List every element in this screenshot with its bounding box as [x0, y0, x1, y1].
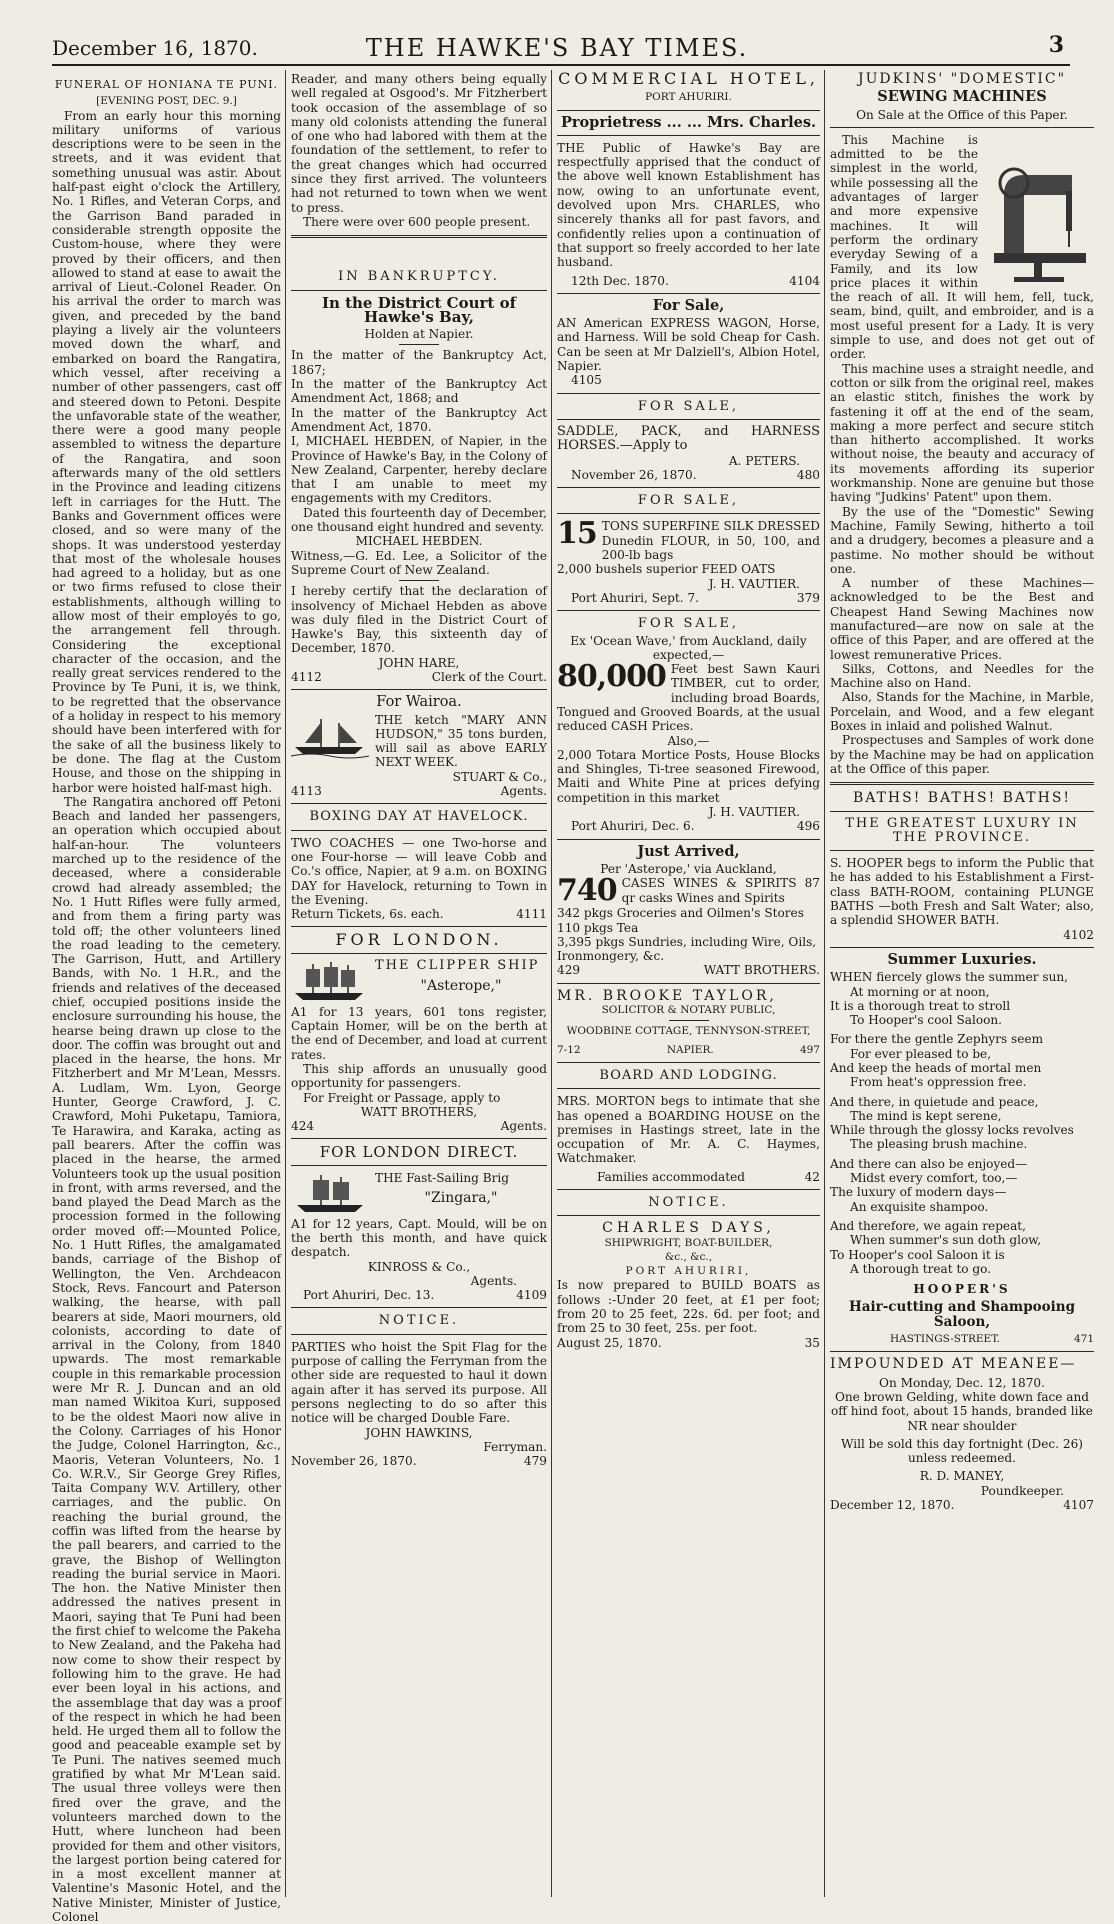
divider	[557, 513, 820, 514]
impounded-heading: IMPOUNDED AT MEANEE—	[830, 1356, 1077, 1373]
poundkeeper-title: Poundkeeper.	[980, 1483, 1064, 1498]
baths-text: S. HOOPER begs to inform the Public that he has added to his Establishment a First-class BATH-ROOM, containing PLUNGE BATHS —both Fresh and Salt Water; also, a splendid SHOWER BATH.	[830, 856, 1094, 928]
divider	[557, 839, 820, 840]
divider	[291, 290, 547, 291]
arrived-text: CASES WINES & SPIRITS 87 qr casks Wines and Spirits	[621, 876, 820, 905]
bankruptcy-heading: IN BANKRUPTCY.	[338, 269, 500, 285]
ad-number: 471	[1073, 1333, 1094, 1346]
ship-icon	[291, 1173, 369, 1215]
flour-oats: 2,000 bushels superior FEED OATS	[557, 562, 776, 577]
divider	[830, 127, 1094, 128]
poem-line: An exquisite shampoo.	[850, 1199, 989, 1214]
column-2	[291, 72, 547, 1909]
london-agents: Agents.	[500, 1119, 547, 1134]
ad-number: 379	[796, 590, 820, 605]
column-divider	[285, 70, 286, 1897]
london-direct-agent: KINROSS & Co.,	[367, 1259, 471, 1274]
ad-number: 429	[557, 963, 581, 978]
sewing-p4: A number of these Machines—acknowledged to be the Best and Cheapest Hand Sewing Machines now manufactured—are now on sale at the office of this Paper, and are offered at the lowest remunerative Prices.	[830, 576, 1094, 662]
poem-line: While through the glossy locks revolves	[830, 1123, 1074, 1138]
poem-line: For there the gentle Zephyrs seem	[830, 1032, 1044, 1047]
poem-line: The mind is kept serene,	[850, 1108, 1002, 1123]
timber-text-2: 2,000 Totara Mortice Posts, House Blocks and Shingles, Ti-tree seasoned Firewood, Maiti and White Pine at prices defying competition in this market	[557, 747, 820, 805]
ad-number: 4113	[291, 784, 322, 799]
poem-line: To Hooper's cool Saloon.	[850, 1013, 1003, 1028]
divider	[291, 953, 547, 954]
arrived-line: 110 pkgs Tea	[557, 920, 639, 935]
taylor-address: WOODBINE COTTAGE, TENNYSON-STREET,	[566, 1025, 811, 1038]
column-4	[830, 72, 1094, 1909]
wairoa-agent: STUART & Co.,	[452, 769, 547, 784]
wagon-heading: For Sale,	[652, 296, 725, 314]
days-name: CHARLES DAYS,	[602, 1220, 775, 1237]
arrived-heading: Just Arrived,	[637, 842, 740, 860]
ad-number: 4105	[571, 373, 602, 388]
bankruptcy-matter-3: In the matter of the Bankruptcy Act Amendment Act, 1870.	[291, 405, 547, 434]
divider	[399, 344, 439, 345]
divider	[830, 947, 1094, 948]
london-direct-ship-line: THE Fast-Sailing Brig	[375, 1170, 509, 1185]
divider	[291, 689, 547, 690]
timber-also: Also,—	[667, 733, 710, 748]
for-london-ad	[291, 930, 547, 1134]
timber-sub: Ex 'Ocean Wave,' from Auckland, daily expected,—	[570, 633, 807, 662]
days-etc: &c., &c.,	[664, 1250, 713, 1263]
ferry-title: Ferryman.	[483, 1439, 547, 1454]
timber-ad	[557, 617, 820, 833]
divider	[291, 1307, 547, 1308]
boxing-day-ad	[291, 810, 547, 921]
hotel-date: 12th Dec. 1870.	[571, 273, 669, 288]
timber-place: Port Ahuriri, Dec. 6.	[571, 819, 695, 834]
column-divider	[824, 70, 825, 1897]
days-heading: NOTICE.	[648, 1195, 729, 1210]
london-direct-place: Port Ahuriri, Dec. 13.	[303, 1288, 435, 1303]
impounded-text: One brown Gelding, white down face and off hind foot, about 15 hands, branded like NR near shoulder	[831, 1389, 1093, 1433]
board-families: Families accommodated	[597, 1169, 746, 1184]
ad-number: 4104	[789, 273, 820, 288]
masthead	[0, 0, 1114, 62]
divider	[557, 419, 820, 420]
summer-shop-2: Hair-cutting and Shampooing Saloon,	[848, 1299, 1076, 1330]
hotel-text: THE Public of Hawke's Bay are respectfully apprised that the conduct of the above well known Establishment has now, owing to an unfortunate event, devolved upon Mrs. CHARLES, who sincerely thanks all for past favors, and confidently relies upon a continuation of that support so freely accorded to her late husband.	[557, 140, 820, 270]
divider	[557, 110, 820, 111]
boxing-text: TWO COACHES — one Two-horse and one Four-horse — will leave Cobb and Co.'s office, Napier, at 9 a.m. on BOXING DAY for Havelock, returning to Town in the Evening.	[291, 835, 547, 907]
sewing-p6: Also, Stands for the Machine, in Marble, Porcelain, and Wood, and a few elegant Boxes in inlaid and polished Walnut.	[830, 690, 1094, 734]
arrived-sub: Per 'Asterope,' via Auckland,	[600, 861, 777, 876]
divider	[291, 235, 547, 238]
hotel-place: PORT AHURIRI.	[645, 91, 732, 104]
london-heading: FOR LONDON.	[335, 930, 503, 950]
divider	[399, 580, 439, 581]
london-direct-heading: FOR LONDON DIRECT.	[319, 1143, 519, 1162]
ad-number: 479	[523, 1454, 547, 1469]
london-direct-agents: Agents.	[470, 1273, 517, 1288]
flour-heading: FOR SALE,	[637, 493, 740, 509]
wairoa-ad	[291, 695, 547, 798]
london-text-2: This ship affords an unusually good opportunity for passengers.	[291, 1061, 547, 1091]
summer-luxuries-ad	[830, 950, 1094, 1346]
bankruptcy-certify: I hereby certify that the declaration of insolvency of Michael Hebden as above was duly filed in the District Court of Hawke's Bay, this sixteenth day of December, 1870.	[291, 584, 547, 656]
poem-line: The pleasing brush machine.	[850, 1137, 1028, 1152]
poem-line: And there, in quietude and peace,	[830, 1094, 1039, 1109]
boxing-heading: BOXING DAY AT HAVELOCK.	[309, 809, 529, 825]
ferry-notice	[291, 1314, 547, 1468]
divider	[557, 1062, 820, 1063]
board-heading: BOARD AND LODGING.	[599, 1067, 778, 1083]
divider	[291, 1334, 547, 1335]
sewing-p7: Prospectuses and Samples of work done by the Machine may be had on application at the Office of this paper.	[830, 733, 1094, 776]
clerk-title: Clerk of the Court.	[431, 669, 547, 684]
ad-number: 496	[796, 819, 820, 834]
london-direct-text: A1 for 12 years, Capt. Mould, will be on the berth this month, and have quick despatch.	[291, 1216, 547, 1260]
days-date: August 25, 1870.	[557, 1335, 662, 1350]
hotel-proprietress: Proprietress ... ... Mrs. Charles.	[560, 113, 817, 131]
divider	[557, 610, 820, 611]
sewing-p2: This machine uses a straight needle, and cotton or silk from the original reel, makes an elastic stitch, finishes the work by fastening it off at the end of the seam, making a more perfect and secure stitch than hitherto accomplished. It works without noise, the beauty and accuracy of its movements affording its superior workmanship. None are genuine but those having "Judkins' Patent" upon them.	[830, 361, 1094, 505]
divider	[557, 293, 820, 294]
sewing-machine-ad	[830, 72, 1094, 776]
court-name: In the District Court of Hawke's Bay,	[321, 293, 517, 326]
divider	[291, 926, 547, 927]
funeral-continuation: Reader, and many others being equally well regaled at Osgood's. Mr Fitzherbert took occasion of the assemblage of so many old colonists attending the funeral of one who had labored with them at the foundation of the settlement, to refer to the great changes which had occurred since they first arrived. The volunteers had not returned to town when we went to press.	[291, 72, 547, 215]
baths-sub: THE GREATEST LUXURY IN THE PROVINCE.	[845, 815, 1079, 845]
masthead-rule	[52, 64, 1070, 66]
funeral-attendance: There were over 600 people present.	[303, 214, 531, 229]
summer-street: HASTINGS-STREET.	[890, 1333, 1001, 1346]
ad-number: 42	[804, 1169, 820, 1184]
impounded-text-2: Will be sold this day fortnight (Dec. 26) unless redeemed.	[841, 1436, 1083, 1466]
poem-line: The luxury of modern days—	[830, 1185, 1007, 1200]
days-text: Is now prepared to BUILD BOATS as follows :-Under 20 feet, at £1 per foot; from 20 to 25 feet, 22s. 6d. per foot; and from 25 to 30 feet, 25s. per foot.	[557, 1278, 820, 1336]
court-holden: Holden at Napier.	[364, 327, 474, 342]
saddle-text: SADDLE, PACK, and HARNESS HORSES.—Apply to	[557, 423, 820, 454]
london-ship-line: THE CLIPPER SHIP	[375, 957, 540, 973]
flour-name: J. H. VAUTIER.	[708, 576, 800, 591]
wairoa-agents: Agents.	[500, 784, 547, 799]
bankruptcy-notice	[291, 270, 547, 684]
hotel-heading: COMMERCIAL HOTEL,	[558, 69, 819, 88]
poem-line: Midst every comfort, too,—	[850, 1171, 1018, 1186]
timber-text: Feet best Sawn Kauri TIMBER, cut to order, including broad Boards, Tongued and Grooved Boards, at the usual reduced CASH Prices.	[557, 662, 820, 734]
sewing-p1: This Machine is admitted to be the simplest in the world, while possessing all the advantages of larger and more expensive machines. It will perform the ordinary everyday Sewing of a Family, and its low price places it within the reach of all. It will hem, fell, tuck, seam, bind, quilt, and embroider, and is a most useful present for a Lady. It is very simple to use, and does not get out of order.	[830, 132, 1094, 362]
board-lodging-ad	[557, 1069, 820, 1184]
poem-line: And there can also be enjoyed—	[830, 1156, 1028, 1171]
divider	[557, 135, 820, 136]
poem-line: To Hooper's cool Saloon it is	[830, 1247, 1005, 1262]
divider	[830, 811, 1094, 812]
ship-icon	[291, 715, 369, 757]
impounded-date-2: December 12, 1870.	[830, 1498, 955, 1513]
london-direct-ad	[291, 1145, 547, 1302]
arrived-line: 342 pkgs Groceries and Oilmen's Stores	[557, 906, 804, 921]
poem-line: It is a thorough treat to stroll	[830, 998, 1011, 1013]
divider	[830, 782, 1094, 785]
poem-line: For ever pleased to be,	[850, 1046, 992, 1061]
divider	[291, 1138, 547, 1139]
column-divider	[551, 70, 552, 1897]
ad-number: 4112	[291, 669, 322, 684]
ad-number: 4109	[516, 1288, 547, 1303]
ad-number: 4102	[1063, 927, 1094, 942]
london-ship-name: "Asterope,"	[420, 978, 502, 995]
summer-shop: HOOPER'S	[913, 1282, 1011, 1297]
bankruptcy-matter-1: In the matter of the Bankruptcy Act, 1867;	[291, 348, 547, 377]
boxing-tickets: Return Tickets, 6s. each.	[291, 907, 444, 922]
divider	[557, 1088, 820, 1089]
days-place: PORT AHURIRI,	[625, 1265, 752, 1278]
saddle-name: A. PETERS.	[728, 453, 800, 468]
impounded-ad	[830, 1357, 1094, 1512]
poem-line: A thorough treat to go.	[850, 1261, 992, 1276]
ad-number: 4107	[1063, 1498, 1094, 1513]
funeral-source: [EVENING POST, DEC. 9.]	[96, 95, 237, 108]
summer-heading: Summer Luxuries.	[887, 950, 1037, 968]
taylor-left-number: 7-12	[557, 1043, 581, 1056]
flour-place: Port Ahuriri, Sept. 7.	[571, 590, 699, 605]
taylor-town: NAPIER.	[666, 1043, 714, 1056]
bankruptcy-matter-2: In the matter of the Bankruptcy Act Amendment Act, 1868; and	[291, 377, 547, 406]
bankruptcy-declaration: I, MICHAEL HEBDEN, of Napier, in the Province of Hawke's Bay, in the Colony of New Zealand, Carpenter, hereby declare that I am unable to meet my engagements with my Creditors.	[291, 434, 547, 506]
london-direct-ship-name: "Zingara,"	[424, 1190, 498, 1206]
ad-number: 35	[804, 1335, 820, 1350]
brooke-taylor-ad	[557, 989, 820, 1057]
sewing-p5: Silks, Cottons, and Needles for the Machine also on Hand.	[830, 661, 1094, 691]
ferry-date: November 26, 1870.	[291, 1454, 417, 1469]
saddle-date: November 26, 1870.	[571, 467, 697, 482]
sewing-heading-2: SEWING MACHINES	[877, 88, 1047, 106]
divider	[557, 1215, 820, 1216]
divider	[557, 1189, 820, 1190]
divider	[291, 1165, 547, 1166]
ferry-name: JOHN HAWKINS,	[365, 1425, 473, 1440]
timber-quantity: 80,000	[557, 659, 666, 695]
poem-line: When summer's sun doth glow,	[850, 1233, 1042, 1248]
wagon-text: AN American EXPRESS WAGON, Horse, and Harness. Will be sold Cheap for Cash. Can be seen at Mr Dalziell's, Albion Hotel, Napier.	[557, 316, 820, 374]
bankruptcy-dated: Dated this fourteenth day of December, one thousand eight hundred and seventy.	[291, 505, 547, 535]
page-number: 3	[1048, 32, 1064, 58]
divider	[830, 850, 1094, 851]
funeral-paragraph-1: From an early hour this morning military uniforms of various descriptions were to be seen in the streets, and it was evident that something unusual was astir. About half-past eight o'clock the Artillery, No. 1 Rifles, and Veteran Corps, and the Garrison Band paraded in considerable strength opposite the Custom-house, where they were proved by their officers, and then allowed to stand at ease to await the arrival of Lieut.-Colonel Reader. On his arrival the order to march was given, and preceded by the band playing a lively air the volunteers moved down the wharf, and embarked on board the Rangatira, which vessel, after receiving a number of other passengers, cast off and steered down to Petoni. Despite the unfavorable state of the weather, there were a good many people assembled to witness the departure of the Rangatira, and soon afterwards many of the old settlers in the Province and leading citizens left in carriages for the Hutt. The Banks and Government offices were closed, and so were many of the shops. It was understood yesterday that most of the wholesale houses had agreed to a holiday, but as one or two firms refused to close their establishments, although willing to allow most of their employés to go, the arrangement fell through. Considering the exceptional character of the occasion, and the really great services rendered to the Province by Te Puni, it is, we think, to be regretted that the observance of a holiday in respect to his memory should have been interfered with for the sake of all the business likely to be done. The flag at the Custom House, and those on the shipping in harbor were hoisted half-mast high.	[52, 108, 281, 795]
clerk-name: JOHN HARE,	[378, 655, 460, 670]
divider	[557, 487, 820, 488]
saddle-heading: FOR SALE,	[637, 398, 740, 414]
wairoa-heading: For Wairoa.	[376, 694, 462, 711]
funeral-heading: FUNERAL OF HONIANA TE PUNI.	[54, 78, 279, 91]
commercial-hotel-ad	[557, 69, 820, 288]
arrived-quantity: 740	[557, 873, 617, 909]
issue-date: December 16, 1870.	[52, 36, 258, 60]
poundkeeper-name: R. D. MANEY,	[919, 1469, 1005, 1484]
ferry-text: PARTIES who hoist the Spit Flag for the purpose of calling the Ferryman from the other side are requested to haul it down again after it has served its purpose. All persons neglecting to do so after this notice will be charged Double Fare.	[291, 1339, 547, 1426]
poem-line: WHEN fiercely glows the summer sun,	[830, 970, 1068, 985]
saddle-ad	[557, 400, 820, 482]
divider	[557, 983, 820, 984]
divider	[291, 803, 547, 804]
sewing-heading: JUDKINS' "DOMESTIC"	[857, 71, 1067, 87]
column-1	[52, 72, 281, 1924]
london-agent: WATT BROTHERS,	[360, 1104, 478, 1119]
wagon-ad	[557, 296, 820, 388]
flour-ad	[557, 494, 820, 605]
board-text: MRS. MORTON begs to intimate that she has opened a BOARDING HOUSE on the premises in Hastings street, late in the occupation of Mr. A. C. Haymes, Watchmaker.	[557, 1094, 820, 1166]
funeral-paragraph-2: The Rangatira anchored off Petoni Beach and landed her passengers, an operation which occupied about half-an-hour. The volunteers marched up to the residence of the deceased, where a considerable crowd had already assembled; the No. 1 Hutt Rifles were fully armed, and from them a firing party was told off; the other volunteers lined the road leading to the cemetery. The Garrison, Hutt, and Artillery Bands, with No. 1 H.R., and the friends and relatives of the deceased chief, occupied positions inside the enclosure surrounding his house, the hearse being drawn up close to the door. The coffin was brought out and placed in the hearse, the hons. Mr Fitzherbert and Mr M'Lean, Messrs. A. Ludlam, Wm. Lyon, George Hunter, George Crawford, J. C. Crawford, Mohi Puketapu, Tamiora, Te Harawira, and Karaka, acting as pall bearers. After the coffin was placed in the hearse, the armed Volunteers took up the usual position in front, with arms reversed, and the band played the Dead March as the procession formed in the following order moved off:—Mounted Police, No. 1 Hutt Rifles, the amalgamated bands, carriage of the Bishop of Wellington, the Ven. Archdeacon Stock, Revs. Fancourt and Paterson walking, the hearse, with pall bearers at side, Maori mourners, old colonists, according to date of arrival in the Colony, from 1840 upwards. The most remarkable couple in this remarkable procession were Mr R. J. Duncan and an old man named Wikitoa Kuri, supposed to be the oldest Maori now alive in the Colony. Carriages of his Honor the Judge, Colonel Harrington, &c., Maoris, Veteran Volunteers, No. 1 Co. W.R.V., Sir George Grey Rifles, Taita Company W.V. Artillery, other carriages, and the public. On reaching the burial ground, the coffin was lifted from the hearse by the pall bearers, and carried to the grave, the Bishop of Wellington reading the burial service in Maori. The hon. the Native Minister then addressed the natives present in Maori, saying that Te Puni had been the first chief to welcome the Pakeha to New Zealand, and the Pakeha had now come to show their respect by following him to the grave. He had ever been loyal in his actions, and the assemblage that day was a proof of the respect in which he had been held. He urged them all to follow the good and peaceable example set by Te Puni. The natives seemed much gratified by what Mr M'Lean said. The usual three volleys were then fired over the grave, and the volunteers marched down to the Hutt, where luncheon had been provided for them and other visitors, the largest portion being catered for in a most excellent manner at Valentine's Masonic Hotel, and the Native Minister, Minister of Justice, Colonel	[52, 794, 281, 1924]
baths-ad	[830, 791, 1094, 942]
divider	[291, 830, 547, 831]
divider	[669, 1020, 709, 1021]
divider	[557, 393, 820, 394]
arrived-line: 3,395 pkgs Sundries, including Wire, Oils, Ironmongery, &c.	[557, 934, 817, 964]
taylor-title: SOLICITOR & NOTARY PUBLIC,	[601, 1004, 776, 1017]
charles-days-ad	[557, 1196, 820, 1350]
just-arrived-ad	[557, 842, 820, 978]
bankruptcy-signed: MICHAEL HEBDEN.	[355, 534, 483, 549]
ad-number: 497	[799, 1043, 820, 1056]
poem-line: And therefore, we again repeat,	[830, 1218, 1027, 1233]
poem-line: At morning or at noon,	[850, 984, 990, 999]
bankruptcy-witness: Witness,—G. Ed. Lee, a Solicitor of the Supreme Court of New Zealand.	[291, 548, 547, 577]
ad-number: 480	[796, 467, 820, 482]
days-trade: SHIPWRIGHT, BOAT-BUILDER,	[604, 1236, 773, 1249]
wairoa-text: THE ketch "MARY ANN HUDSON," 35 tons burden, will sail as above EARLY NEXT WEEK.	[375, 712, 547, 770]
poem-line: From heat's oppression free.	[850, 1075, 1027, 1090]
flour-text: TONS SUPERFINE SILK DRESSED Dunedin FLOUR, in 50, 100, and 200-lb bags	[601, 519, 820, 563]
column-3	[557, 69, 820, 1909]
ferry-heading: NOTICE.	[378, 1313, 460, 1329]
taylor-name: MR. BROOKE TAYLOR,	[557, 987, 777, 1004]
poem-line: And keep the heads of mortal men	[830, 1061, 1042, 1075]
london-text: A1 for 13 years, 601 tons register, Captain Homer, will be on the berth at the end of December, and load at current rates.	[291, 1004, 547, 1062]
sewing-sale: On Sale at the Office of this Paper.	[856, 107, 1068, 122]
ad-number: 424	[291, 1119, 315, 1134]
newspaper-title: THE HAWKE'S BAY TIMES.	[365, 34, 749, 62]
timber-name: J. H. VAUTIER.	[708, 805, 800, 820]
divider	[830, 1351, 1094, 1352]
ship-icon	[291, 961, 369, 1003]
sewing-machine-icon	[984, 135, 1094, 285]
ad-number: 4111	[516, 907, 547, 922]
baths-heading: BATHS! BATHS! BATHS!	[852, 790, 1072, 807]
flour-quantity: 15	[557, 516, 597, 552]
sewing-p3: By the use of the "Domestic" Sewing Machine, Family Sewing, hitherto a toil and a drudgery, becomes a pleasure and a pastime. No mother should be without one.	[830, 504, 1094, 576]
impounded-date: On Monday, Dec. 12, 1870.	[879, 1375, 1045, 1390]
arrived-name: WATT BROTHERS.	[703, 963, 820, 978]
london-apply: For Freight or Passage, apply to	[303, 1090, 501, 1105]
timber-heading: FOR SALE,	[637, 616, 740, 632]
